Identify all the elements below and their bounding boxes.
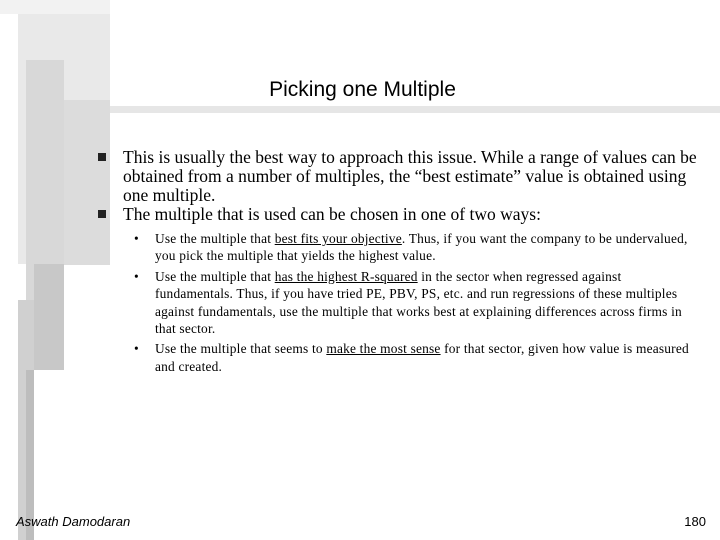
dot-bullet-icon: •: [134, 231, 139, 246]
slide-body: [98, 148, 698, 378]
bullet-item: [98, 205, 698, 224]
dot-bullet-icon: •: [134, 341, 139, 357]
decor-bar: [0, 0, 110, 14]
sub-bullet-item: • Use the multiple that seems to make the most sense for that sector, given how value is measured and created.: [134, 341, 689, 374]
footer-author: Aswath Damodaran: [16, 514, 131, 529]
emphasis-underline: best fits your objective: [274, 231, 402, 246]
sub-bullet-item: • Use the multiple that best fits your objective. Thus, if you want the company to be undervalued, you pick the multiple that yields the highest value.: [134, 231, 688, 264]
title-divider: [110, 106, 720, 113]
slide-title: Picking one Multiple: [269, 78, 456, 101]
bullet-text: This is usually the best way to approach this issue. While a range of values can be obtained from a number of multiples, the “best estimate” value is obtained using one multiple.: [123, 147, 697, 205]
emphasis-underline: has the highest R-squared: [274, 268, 418, 284]
emphasis-underline: make the most sense: [326, 341, 441, 357]
bullet-item: [98, 148, 698, 205]
page-number: 180: [684, 514, 706, 529]
decor-bar: [34, 264, 64, 370]
bullet-text: The multiple that is used can be chosen in one of two ways:: [123, 204, 541, 224]
dot-bullet-icon: •: [134, 268, 139, 284]
sub-bullet-list: [134, 230, 698, 375]
square-bullet-icon: [98, 210, 106, 218]
square-bullet-icon: [98, 153, 106, 161]
sub-bullet-item: • Use the multiple that has the highest R-squared in the sector when regressed against fundamentals. Thus, if you have tried PE, PBV, PS, etc. and run regressions of these multiples against fundamentals, use the multiple that works best at explaining differences across firms in that sector.: [134, 268, 682, 337]
